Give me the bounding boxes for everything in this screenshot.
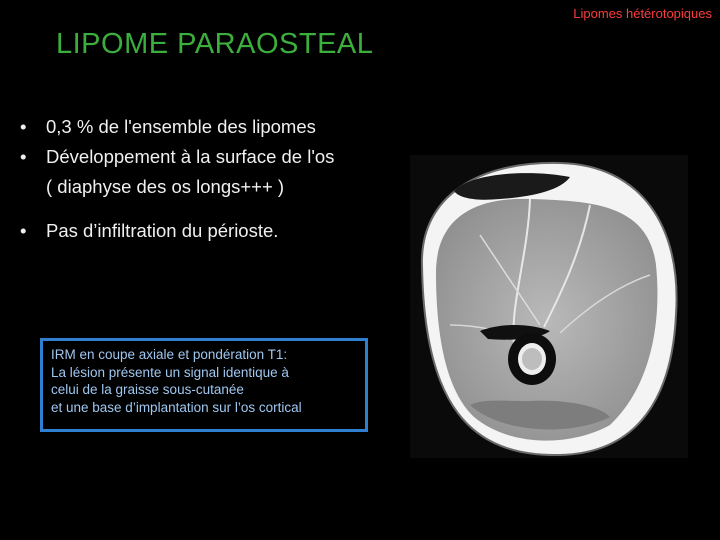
bullet-marker: • (20, 220, 27, 241)
bullet-line: Développement à la surface de l'os (46, 146, 335, 167)
caption-line: La lésion présente un signal identique à (51, 364, 289, 380)
bullet-text: Pas d’infiltration du périoste. (46, 220, 279, 241)
caption-box (40, 338, 368, 432)
bullet-marker: • (20, 116, 27, 137)
caption-line: IRM en coupe axiale et pondération T1: (51, 347, 288, 362)
bullet-list (20, 112, 400, 246)
bullet-item (20, 112, 400, 142)
caption-line: celui de la graisse sous-cutanée (51, 382, 244, 397)
bullet-line: ( diaphyse des os longs+++ ) (46, 176, 285, 197)
bullet-item (20, 216, 400, 246)
bullet-text (46, 142, 400, 202)
caption-line: et une base d’implantation sur l’os cortical (51, 399, 302, 415)
bullet-text: 0,3 % de l'ensemble des lipomes (46, 116, 316, 137)
bullet-marker: • (20, 146, 27, 167)
mri-illustration (410, 155, 688, 458)
slide-title: LIPOME PARAOSTEAL (56, 28, 374, 60)
header-tag: Lipomes hétérotopiques (573, 6, 712, 21)
bullet-item (20, 142, 400, 202)
mri-image (410, 155, 688, 458)
